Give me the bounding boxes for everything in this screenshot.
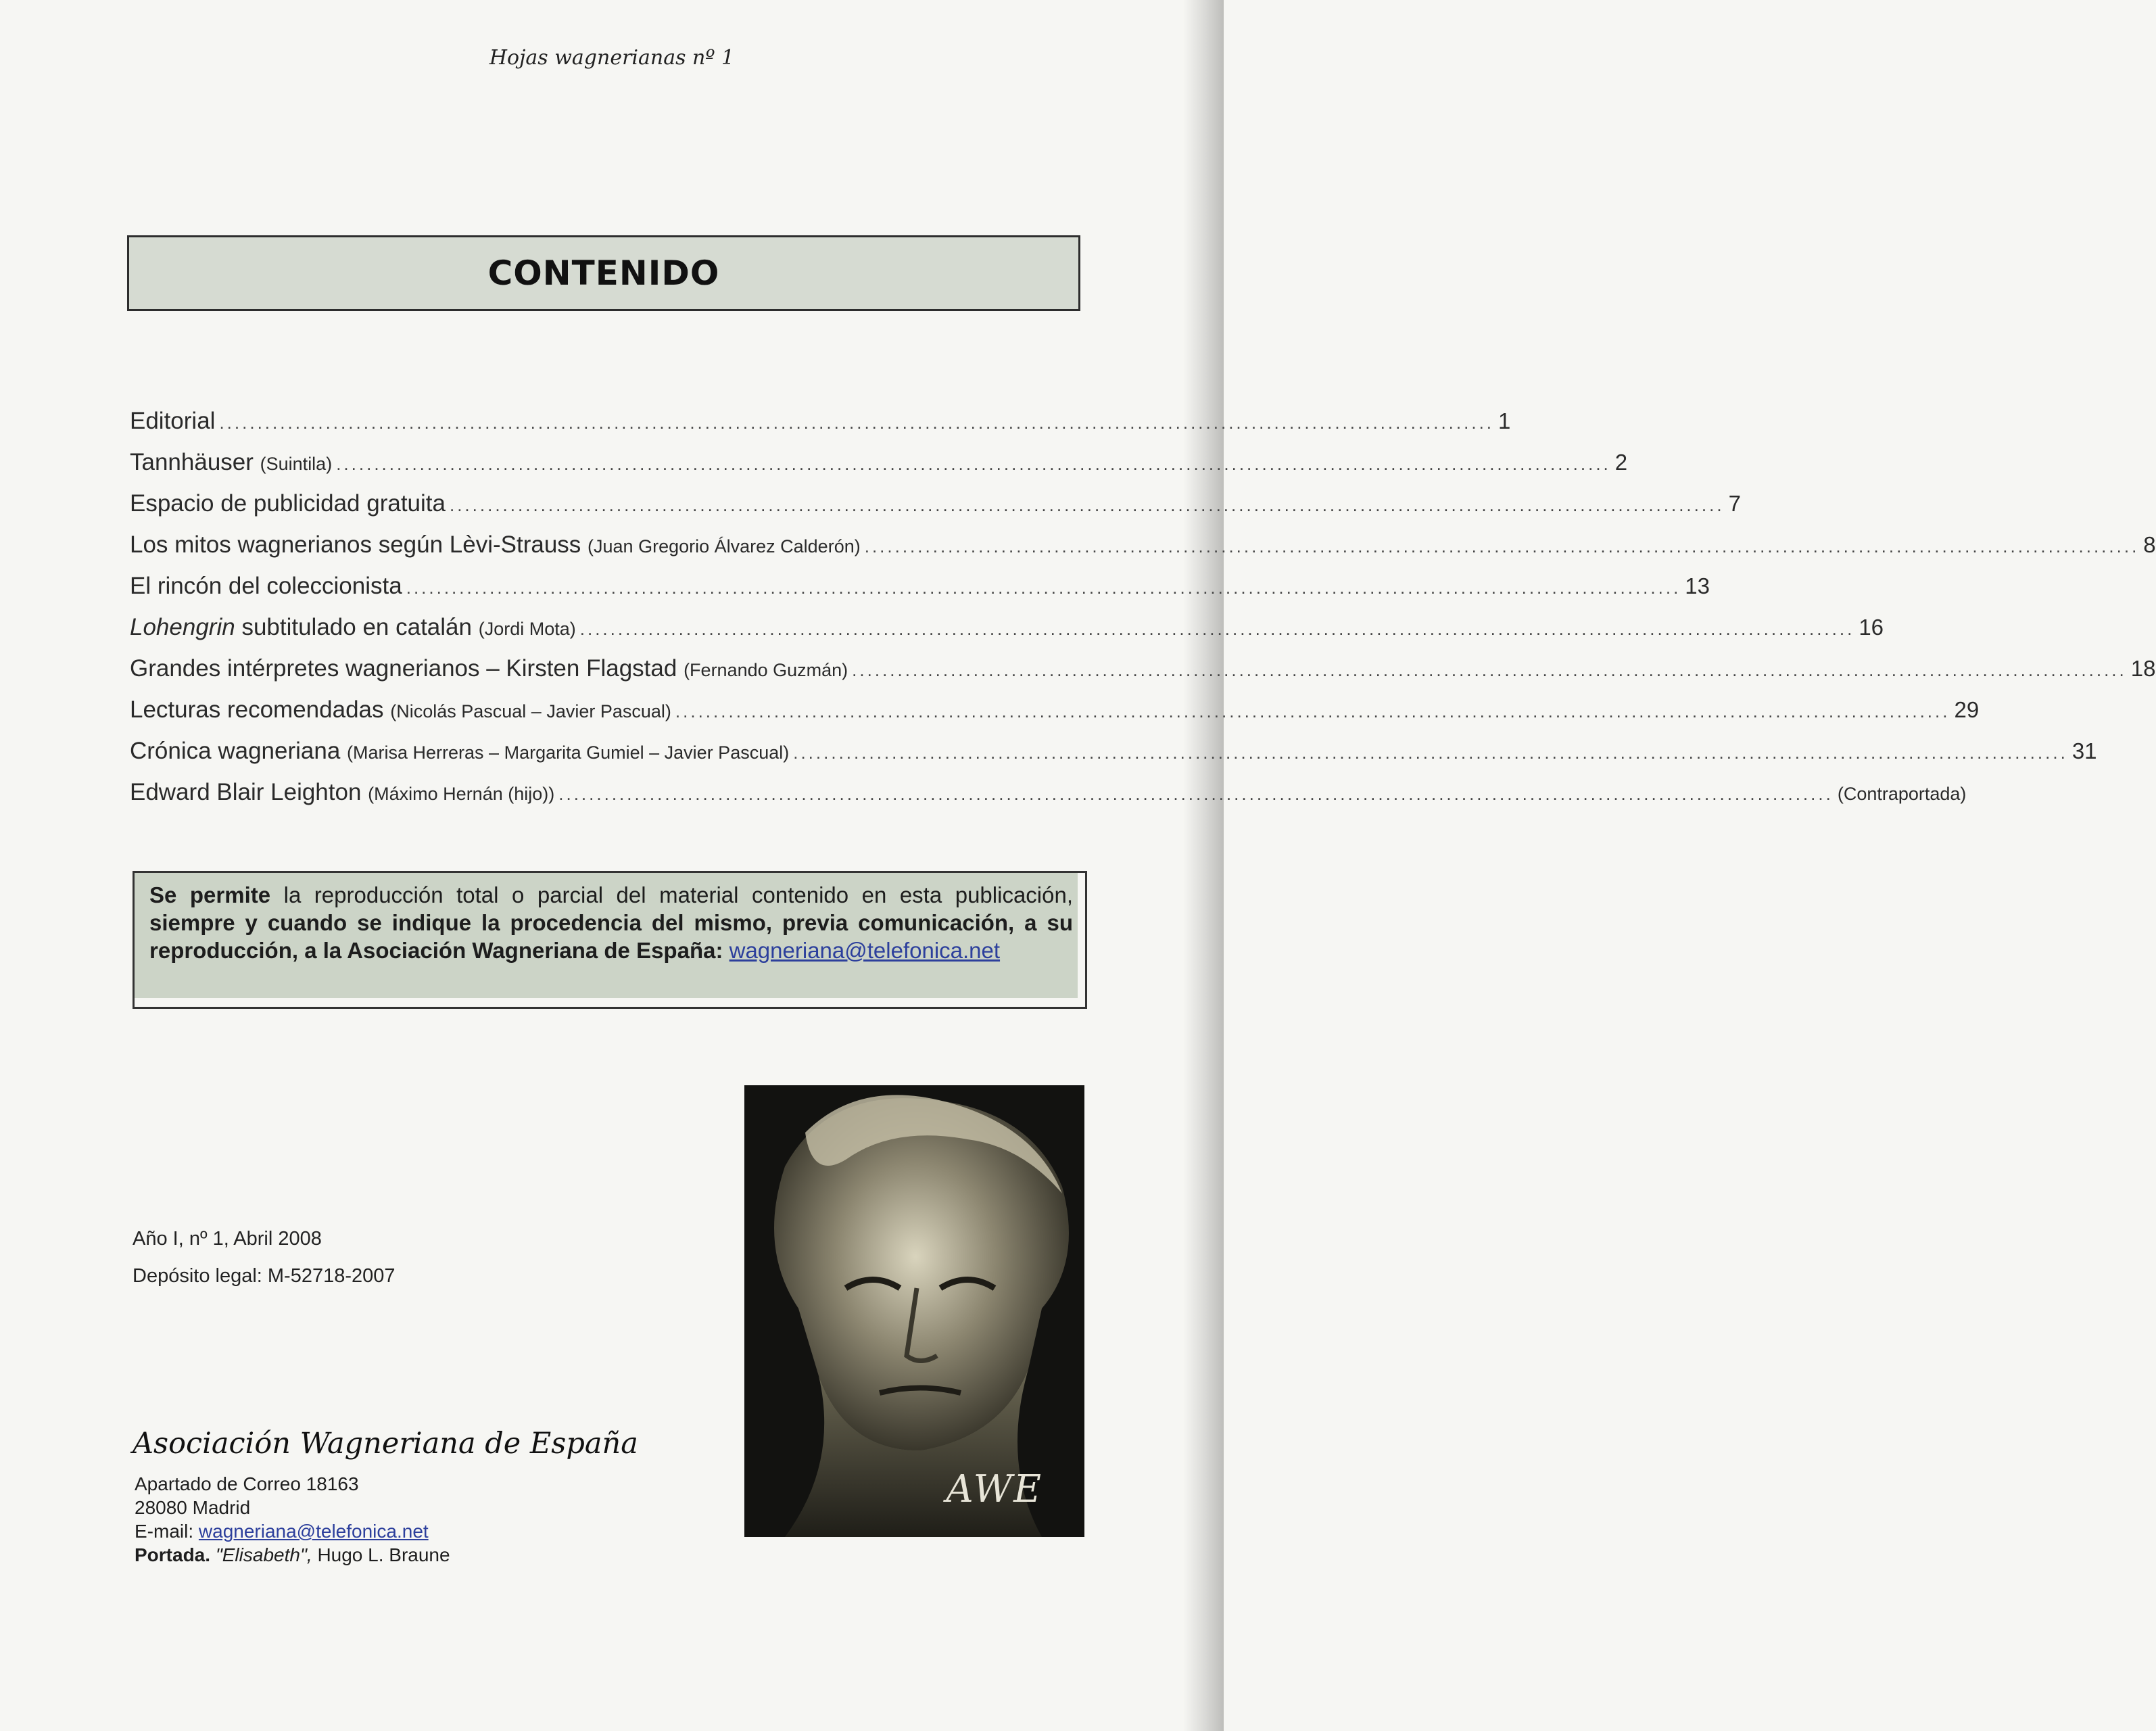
toc-entry-page: 16 bbox=[1859, 615, 1884, 640]
email-label: E-mail: bbox=[135, 1521, 194, 1542]
toc-entry-title: subtitulado en catalán bbox=[241, 614, 472, 640]
toc-entry-title: El rincón del coleccionista bbox=[130, 573, 402, 599]
toc-entry bbox=[130, 490, 1741, 531]
leader-dots: ........................................................................................................................................................................ bbox=[579, 619, 1855, 639]
association-contact bbox=[135, 1472, 450, 1567]
leader-dots: ........................................................................................................................................................................ bbox=[449, 495, 1725, 515]
notice-bold-start: Se permite bbox=[149, 882, 271, 907]
leader-dots: ........................................................................................................................................................................ bbox=[864, 536, 2140, 556]
toc-entry-title: Espacio de publicidad gratuita bbox=[130, 490, 446, 517]
notice-body: la reproducción total o parcial del material contenido en esta publicación, bbox=[283, 882, 1073, 907]
table-of-contents bbox=[130, 408, 2156, 820]
running-header: Hojas wagnerianas nº 1 bbox=[489, 46, 735, 70]
toc-entry bbox=[130, 655, 2156, 696]
toc-entry-title: Edward Blair Leighton bbox=[130, 779, 362, 805]
leader-dots: ........................................................................................................................................................................ bbox=[406, 577, 1681, 598]
toc-entry-page: 29 bbox=[1954, 697, 1980, 722]
toc-entry bbox=[130, 573, 1710, 614]
toc-entry-page: 2 bbox=[1614, 450, 1628, 475]
toc-entry-title: Editorial bbox=[130, 408, 216, 434]
cover-artist: Hugo L. Braune bbox=[317, 1544, 450, 1565]
notice-bold-rest: siempre y cuando se indique la procedencia del mismo, previa comunicación, a su reproducción, a la Asociación Wagneriana de España: bbox=[149, 910, 1073, 963]
cover-label: Portada. bbox=[135, 1544, 211, 1565]
cover-title: "Elisabeth", bbox=[215, 1544, 312, 1565]
toc-entry bbox=[130, 614, 1884, 655]
toc-entry-author: (Suintila) bbox=[260, 454, 333, 474]
toc-entry-title: Tannhäuser bbox=[130, 449, 254, 475]
toc-entry-author: (Nicolás Pascual – Javier Pascual) bbox=[390, 701, 671, 721]
leader-dots: ........................................................................................................................................................................ bbox=[219, 412, 1495, 433]
notice-text bbox=[135, 873, 1085, 964]
toc-entry-page: 18 bbox=[2130, 656, 2156, 681]
toc-entry bbox=[130, 738, 2097, 779]
leader-dots: ........................................................................................................................................................................ bbox=[336, 454, 1611, 474]
toc-entry-author: (Juan Gregorio Álvarez Calderón) bbox=[588, 536, 861, 556]
issue-info bbox=[133, 1220, 396, 1295]
leader-dots: ........................................................................................................................................................................ bbox=[558, 784, 1834, 804]
toc-entry-author: (Máximo Hernán (hijo)) bbox=[368, 784, 555, 804]
contents-title-box bbox=[127, 235, 1080, 311]
toc-entry-page: 31 bbox=[2071, 738, 2097, 763]
toc-entry-title: Lecturas recomendadas bbox=[130, 696, 384, 723]
email-line bbox=[135, 1519, 450, 1543]
wagner-bust-photo bbox=[744, 1085, 1084, 1537]
reproduction-notice bbox=[133, 871, 1087, 1009]
leader-dots: ........................................................................................................................................................................ bbox=[675, 701, 1950, 721]
toc-entry-page: (Contraportada) bbox=[1837, 784, 1967, 804]
toc-entry-author: (Marisa Herreras – Margarita Gumiel – Javier Pascual) bbox=[347, 742, 790, 763]
toc-entry-page: 8 bbox=[2143, 532, 2156, 557]
toc-entry bbox=[130, 408, 1511, 449]
address-line-1: Apartado de Correo 18163 bbox=[135, 1473, 359, 1494]
address-line-2: 28080 Madrid bbox=[135, 1497, 251, 1518]
toc-entry-author: (Fernando Guzmán) bbox=[684, 660, 848, 680]
legal-deposit: Depósito legal: M-52718-2007 bbox=[133, 1265, 396, 1287]
toc-entry-author: (Jordi Mota) bbox=[478, 619, 576, 639]
toc-entry-page: 13 bbox=[1685, 573, 1710, 598]
toc-entry-title: Los mitos wagnerianos según Lèvi-Strauss bbox=[130, 531, 581, 558]
toc-entry bbox=[130, 531, 2156, 573]
issue-date: Año I, nº 1, Abril 2008 bbox=[133, 1228, 322, 1250]
toc-entry-page: 1 bbox=[1498, 408, 1511, 433]
toc-entry-title-italic: Lohengrin bbox=[130, 614, 235, 640]
cover-credit bbox=[135, 1543, 450, 1567]
contact-email-link[interactable]: wagneriana@telefonica.net bbox=[198, 1521, 429, 1542]
toc-entry-title: Crónica wagneriana bbox=[130, 738, 341, 764]
bust-caption: AWE bbox=[946, 1467, 1043, 1511]
toc-entry bbox=[130, 696, 1980, 738]
contents-heading: CONTENIDO bbox=[487, 254, 720, 293]
toc-entry-title: Grandes intérpretes wagnerianos – Kirsten Flagstad bbox=[130, 655, 677, 682]
leader-dots: ........................................................................................................................................................................ bbox=[793, 742, 2068, 763]
notice-email-link[interactable]: wagneriana@telefonica.net bbox=[729, 938, 1001, 963]
toc-entry-page: 7 bbox=[1728, 491, 1741, 516]
association-name: Asociación Wagneriana de España bbox=[133, 1427, 638, 1461]
toc-entry bbox=[130, 449, 1628, 490]
leader-dots: ........................................................................................................................................................................ bbox=[852, 660, 2127, 680]
toc-entry bbox=[130, 779, 1967, 820]
page-edge-shadow bbox=[1183, 0, 1224, 1731]
